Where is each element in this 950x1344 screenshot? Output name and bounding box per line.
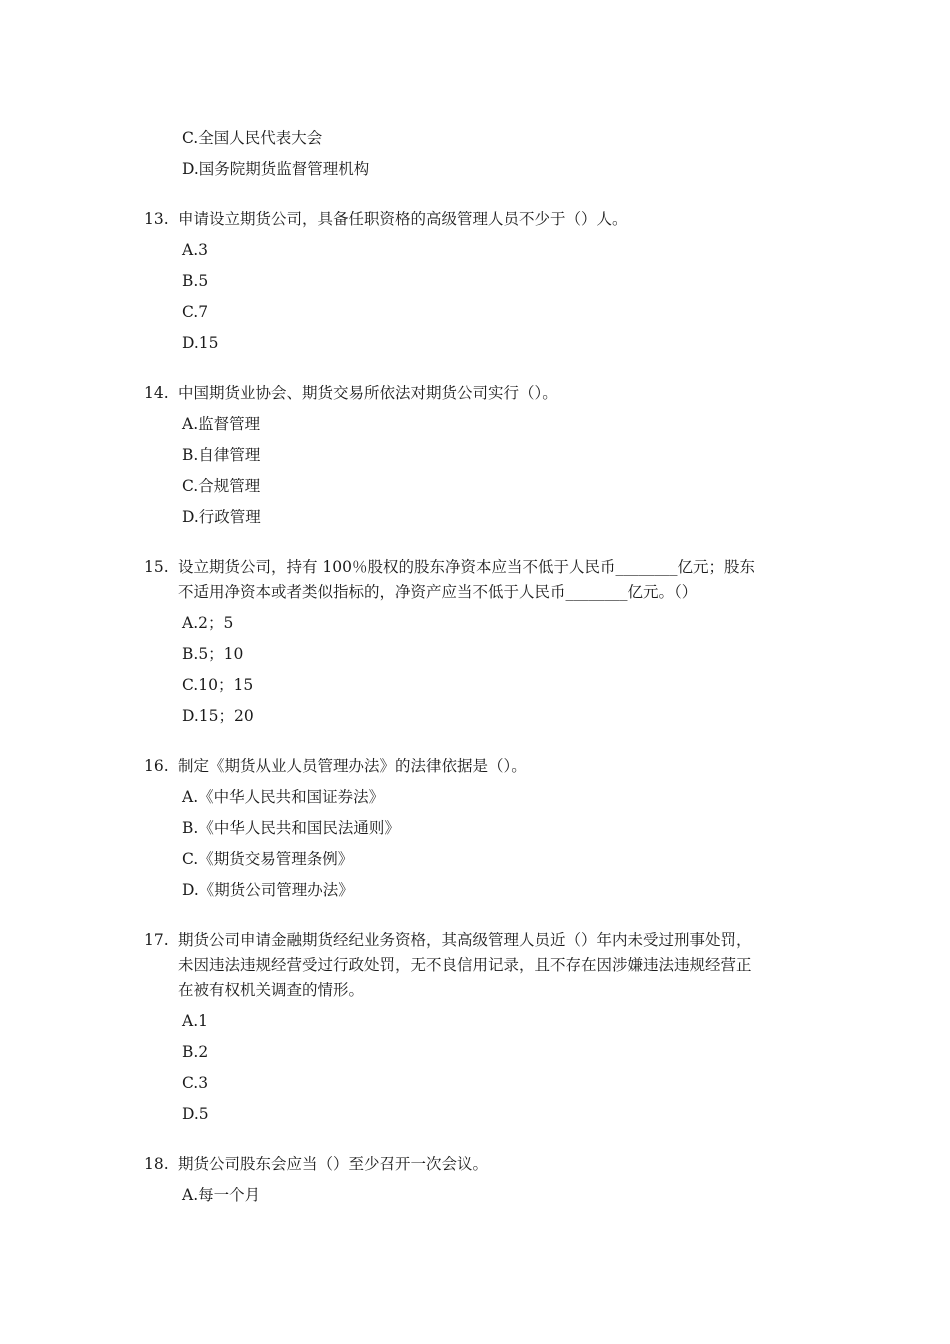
option-17-d: D.5: [182, 1105, 209, 1123]
question-17-text-line-1: 期货公司申请金融期货经纪业务资格，其高级管理人员近（）年内未受过刑事处罚，: [178, 931, 752, 949]
question-15-number: 15.: [144, 558, 169, 576]
question-15-text-line-1: 设立期货公司，持有 100％股权的股东净资本应当不低于人民币________亿元；股东: [178, 558, 756, 576]
option-16-c: C.《期货交易管理条例》: [182, 850, 354, 868]
question-18-number: 18.: [144, 1155, 169, 1173]
option-16-d: D.《期货公司管理办法》: [182, 881, 354, 899]
option-15-d: D.15；20: [182, 707, 254, 725]
option-15-b: B.5；10: [182, 645, 244, 663]
option-16-b: B.《中华人民共和国民法通则》: [182, 819, 400, 837]
question-15-text-line-2: 不适用净资本或者类似指标的，净资产应当不低于人民币________亿元。（）: [178, 583, 698, 601]
option-17-a: A.1: [182, 1012, 208, 1030]
option-17-c: C.3: [182, 1074, 209, 1092]
option-12-c: C.全国人民代表大会: [182, 129, 323, 147]
option-17-b: B.2: [182, 1043, 209, 1061]
option-14-d: D.行政管理: [182, 508, 261, 526]
question-16-text: 制定《期货从业人员管理办法》的法律依据是（）。: [178, 757, 527, 775]
question-18-text: 期货公司股东会应当（）至少召开一次会议。: [178, 1155, 489, 1173]
option-18-a: A.每一个月: [182, 1186, 261, 1204]
option-16-a: A.《中华人民共和国证券法》: [182, 788, 385, 806]
question-13-text: 申请设立期货公司，具备任职资格的高级管理人员不少于（）人。: [178, 210, 628, 228]
option-13-b: B.5: [182, 272, 209, 290]
option-14-b: B.自律管理: [182, 446, 261, 464]
question-14-number: 14.: [144, 384, 169, 402]
option-13-a: A.3: [182, 241, 208, 259]
question-14-text: 中国期货业协会、期货交易所依法对期货公司实行（）。: [178, 384, 558, 402]
option-14-a: A.监督管理: [182, 415, 261, 433]
question-13-number: 13.: [144, 210, 169, 228]
question-17-number: 17.: [144, 931, 169, 949]
option-12-d: D.国务院期货监督管理机构: [182, 160, 370, 178]
option-15-a: A.2；5: [182, 614, 234, 632]
question-16-number: 16.: [144, 757, 169, 775]
option-13-c: C.7: [182, 303, 209, 321]
option-13-d: D.15: [182, 334, 219, 352]
option-14-c: C.合规管理: [182, 477, 261, 495]
question-17-text-line-3: 在被有权机关调查的情形。: [178, 981, 365, 999]
option-15-c: C.10；15: [182, 676, 254, 694]
question-17-text-line-2: 未因违法违规经营受过行政处罚，无不良信用记录，且不存在因涉嫌违法违规经营正: [178, 956, 752, 974]
